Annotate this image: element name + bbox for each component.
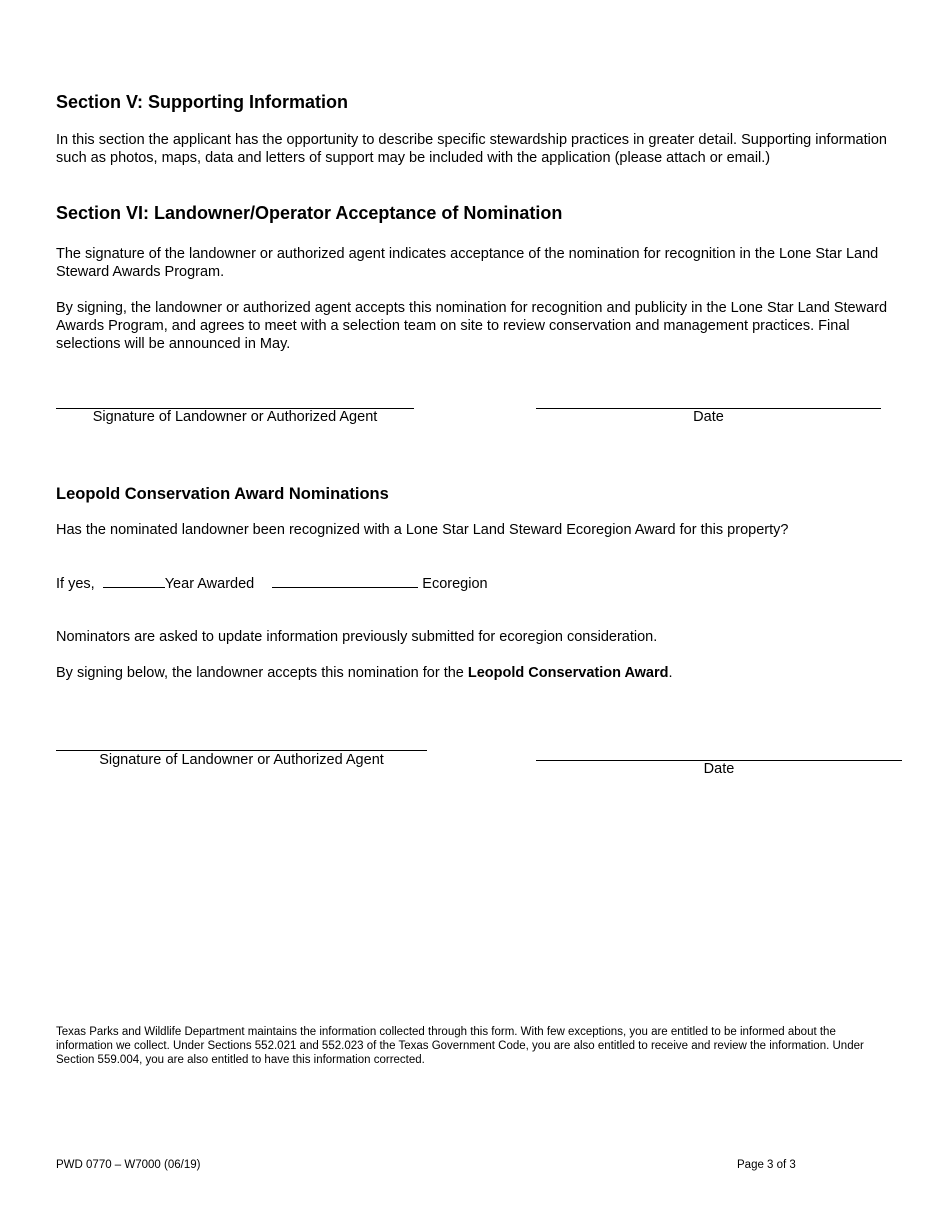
section-5-body: In this section the applicant has the opportunity to describe specific stewardship practices in greater detail. Supporting information such as photos, maps, data and letters of support may be included with the application (please attach or email.) (56, 132, 887, 166)
acceptance-award-name: Leopold Conservation Award (467, 665, 669, 681)
section-6-heading: Section VI: Landowner/Operator Acceptance of Nomination (56, 203, 563, 223)
leopold-heading: Leopold Conservation Award Nominations (56, 485, 389, 503)
section-5-heading: Section V: Supporting Information (56, 92, 348, 112)
leopold-question: Has the nominated landowner been recognized with a Lone Star Land Steward Ecoregion Award for this property? (56, 522, 789, 538)
year-awarded-label: Year Awarded (164, 576, 255, 592)
section-6-paragraph-2: By signing, the landowner or authorized agent accepts this nomination for recognition and publicity in the Lone Star Land Steward Awards Program, and agrees to meet with a selection team on site to review conservation and management practices. Final selections will be announced in May. (56, 300, 888, 352)
leopold-update-note: Nominators are asked to update information previously submitted for ecoregion consideration. (56, 629, 658, 645)
page-number: Page 3 of 3 (737, 1159, 796, 1171)
form-id: PWD 0770 – W7000 (06/19) (56, 1159, 201, 1171)
if-yes-row (56, 575, 488, 593)
year-awarded-field[interactable] (103, 575, 165, 588)
signature-line-2[interactable] (56, 750, 427, 751)
ecoregion-field[interactable] (272, 575, 418, 588)
section-6-paragraph-1: The signature of the landowner or authorized agent indicates acceptance of the nomination for recognition in the Lone Star Land Steward Awards Program. (56, 246, 879, 280)
date-label-1: Date (693, 409, 724, 425)
privacy-notice: Texas Parks and Wildlife Department maintains the information collected through this form. With few exceptions, you are entitled to be informed about the information we collect. Under Sections 552.021 and 552.023 of the Texas Government Code, you are also entitled to receive and review the information. Under Section 559.004, you are also entitled to have this information corrected. (56, 1026, 864, 1066)
acceptance-suffix: . (668, 665, 673, 681)
signature-label-2: Signature of Landowner or Authorized Agent (99, 752, 384, 768)
leopold-acceptance (56, 664, 896, 682)
ecoregion-label: Ecoregion (422, 576, 488, 592)
if-yes-label: If yes, (56, 576, 95, 592)
date-label-2: Date (703, 761, 735, 777)
acceptance-prefix: By signing below, the landowner accepts this nomination for the (56, 665, 468, 681)
signature-label-1: Signature of Landowner or Authorized Agent (92, 409, 378, 425)
